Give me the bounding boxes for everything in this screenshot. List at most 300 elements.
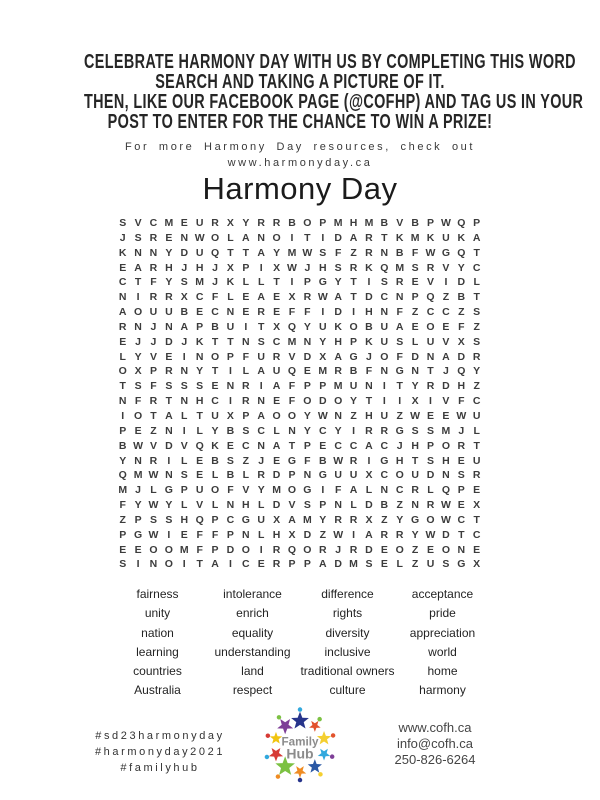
grid-letter: T [411,454,419,467]
grid-letter: E [119,335,127,348]
grid-letter: N [257,395,265,408]
grid-letter: E [273,291,281,304]
grid-letter: E [180,528,188,541]
grid-letter: I [182,424,186,437]
grid-letter: H [272,528,281,541]
grid-letter: W [425,528,436,541]
grid-letter: L [181,454,188,467]
grid-letter: R [349,513,358,526]
logo-head-dot [277,715,281,719]
grid-letter: S [334,261,342,274]
grid-letter: O [134,306,143,319]
grid-letter: F [288,395,296,408]
grid-letter: Y [119,454,127,467]
grid-letter: T [473,291,480,304]
grid-letter: G [411,513,420,526]
grid-letter: K [211,439,219,452]
grid-letter: I [367,454,371,467]
grid-letter: A [242,231,250,244]
grid-letter: E [303,365,311,378]
grid-letter: W [440,513,451,526]
grid-letter: W [333,454,344,467]
grid-letter: R [411,484,419,497]
grid-letter: N [242,335,250,348]
grid-letter: I [321,484,325,497]
grid-letter: D [303,350,312,363]
grid-row [115,290,484,305]
grid-letter: O [272,231,281,244]
grid-letter: W [410,409,421,422]
grid-letter: R [380,528,389,541]
grid-letter: L [411,335,419,348]
grid-letter: W [440,499,451,512]
grid-letter: O [272,409,281,422]
grid-letter: N [380,246,389,259]
grid-letter: C [118,276,127,289]
grid-letter: W [333,528,344,541]
grid-letter: J [150,320,157,333]
grid-letter: T [150,409,157,422]
word-list-item: acceptance [411,587,474,601]
grid-letter: V [442,395,450,408]
grid-letter: O [441,439,450,452]
grid-letter: E [442,409,450,422]
grid-letter: O [395,543,404,556]
grid-letter: T [119,380,126,393]
grid-letter: U [442,231,450,244]
grid-letter: D [334,558,342,571]
grid-letter: L [273,424,280,437]
grid-letter: C [195,291,204,304]
grid-letter: C [457,513,466,526]
word-list-item: world [428,644,457,659]
grid-letter: A [318,558,327,571]
grid-letter: Y [319,335,327,348]
grid-letter: E [380,558,388,571]
grid-letter: E [242,306,250,319]
grid-letter: V [134,217,142,229]
grid-letter: A [165,409,173,422]
grid-row [115,454,484,469]
grid-letter: M [164,217,174,229]
word-list-item: culture [329,683,366,698]
grid-letter: U [380,335,389,348]
grid-row [115,246,484,261]
instructions-line: CELEBRATE HARMONY DAY WITH US BY COMPLETING THIS WORD [83,51,576,73]
grid-letter: S [119,217,127,229]
grid-letter: R [395,528,404,541]
grid-letter: Q [457,217,466,229]
grid-letter: Z [150,424,157,437]
grid-letter: D [365,543,373,556]
grid-letter: A [349,484,358,497]
grid-letter: P [473,217,481,229]
grid-letter: O [164,543,173,556]
grid-letter: C [226,513,235,526]
logo-head-dot [276,774,280,778]
grid-letter: A [334,350,342,363]
grid-letter: L [258,499,265,512]
logo-star [317,731,331,744]
word-list-item: difference [321,587,374,601]
grid-letter: N [118,395,127,408]
grid-letter: D [272,469,281,482]
grid-row [115,543,484,558]
grid-letter: R [149,395,158,408]
grid-letter: I [228,395,232,408]
grid-letter: P [149,365,157,378]
grid-row [115,261,484,276]
grid-letter: J [181,335,188,348]
grid-letter: U [472,409,481,422]
grid-letter: R [118,320,127,333]
grid-letter: V [442,261,450,274]
grid-letter: I [382,395,386,408]
grid-letter: B [411,217,419,229]
word-list-item: understanding [214,644,291,659]
grid-letter: M [318,365,328,378]
grid-letter: T [473,246,480,259]
word-list-item: unity [144,606,171,621]
grid-letter: T [304,231,311,244]
grid-letter: Y [134,350,142,363]
hashtag: #harmonyday2021 [94,746,226,758]
word-list-item: traditional owners [300,664,395,679]
grid-letter: U [211,409,219,422]
grid-letter: C [257,424,265,437]
grid-letter: E [427,409,435,422]
grid-letter: M [195,276,205,289]
grid-letter: S [134,231,142,244]
grid-letter: B [226,469,235,482]
grid-letter: Z [411,543,419,556]
grid-letter: C [472,261,481,274]
grid-letter: F [211,528,219,541]
grid-letter: R [272,350,281,363]
grid-letter: A [442,350,450,363]
grid-letter: A [180,320,189,333]
grid-letter: Z [473,320,480,333]
grid-letter: E [273,454,281,467]
grid-letter: H [242,499,250,512]
grid-row [115,335,484,350]
grid-letter: Y [457,261,465,274]
grid-letter: D [165,335,173,348]
grid-letter: A [257,409,265,422]
grid-letter: E [196,306,204,319]
grid-letter: R [426,499,435,512]
grid-letter: T [427,365,434,378]
grid-letter: E [134,424,142,437]
grid-letter: C [349,439,358,452]
grid-letter: J [258,454,265,467]
grid-letter: G [395,424,404,437]
grid-letter: O [210,231,220,244]
grid-letter: P [288,469,296,482]
grid-letter: D [334,231,342,244]
word-list-item: home [427,664,458,679]
grid-letter: U [334,469,342,482]
grid-letter: E [319,439,327,452]
grid-letter: U [272,365,281,378]
grid-letter: F [150,380,157,393]
grid-letter: V [242,484,250,497]
grid-letter: J [366,350,372,363]
grid-letter: C [380,291,389,304]
grid-letter: T [458,528,465,541]
grid-letter: N [442,469,450,482]
grid-letter: V [288,350,296,363]
page-title: Harmony Day [202,171,398,206]
grid-letter: T [211,365,219,378]
grid-letter: X [288,528,296,541]
grid-letter: R [272,558,281,571]
grid-letter: E [442,320,450,333]
grid-letter: Q [287,543,297,556]
grid-letter: D [226,543,235,556]
resources-url: www.harmonyday.ca [227,156,373,169]
grid-letter: I [136,291,140,304]
grid-row [115,439,484,454]
grid-letter: D [365,291,373,304]
grid-letter: R [395,276,404,289]
grid-letter: D [318,395,327,408]
grid-letter: O [287,409,297,422]
grid-letter: K [395,231,404,244]
grid-letter: R [149,261,158,274]
grid-letter: O [303,217,312,229]
grid-row [115,513,484,528]
logo-text-hub: Hub [286,745,314,762]
grid-letter: S [196,380,204,393]
grid-letter: T [350,291,357,304]
grid-letter: C [318,424,327,437]
logo-head-dot [298,778,302,782]
grid-letter: X [365,469,373,482]
logo-head-dot [265,755,269,759]
grid-letter: M [410,231,420,244]
grid-letter: N [149,246,158,259]
grid-letter: A [257,246,265,259]
grid-letter: H [411,439,419,452]
grid-letter: V [196,499,204,512]
grid-row [115,379,484,394]
grid-letter: Y [334,276,342,289]
grid-letter: Y [350,395,358,408]
grid-letter: F [334,484,342,497]
grid-letter: T [258,320,265,333]
grid-letter: W [148,528,159,541]
grid-letter: L [181,499,188,512]
grid-letter: N [149,558,158,571]
grid-letter: T [134,276,142,289]
grid-letter: A [118,306,127,319]
grid-letter: Q [457,246,466,259]
grid-letter: O [426,320,435,333]
grid-letter: M [441,424,451,437]
grid-letter: Z [411,306,419,319]
grid-letter: T [196,409,203,422]
grid-letter: N [380,306,389,319]
grid-letter: I [367,276,371,289]
grid-letter: B [380,499,389,512]
instructions-line: POST TO ENTER FOR THE CHANCE TO WIN A PRIZE! [107,111,493,133]
contact-line: www.cofh.ca [398,720,472,735]
grid-letter: T [473,439,480,452]
grid-letter: S [365,558,373,571]
grid-letter: M [349,558,358,571]
grid-letter: R [472,350,481,363]
contact-line: info@cofh.ca [396,736,474,751]
grid-letter: E [226,439,234,452]
grid-letter: Z [473,380,480,393]
grid-letter: O [134,409,143,422]
grid-letter: E [427,543,435,556]
grid-letter: N [195,350,204,363]
grid-letter: O [241,543,250,556]
grid-letter: A [365,439,373,452]
grid-letter: F [411,246,419,259]
grid-letter: P [242,261,250,274]
grid-letter: Y [134,499,142,512]
grid-letter: K [195,335,204,348]
grid-letter: G [287,454,297,467]
grid-letter: R [380,424,389,437]
grid-letter: V [396,217,404,229]
grid-letter: S [427,454,435,467]
grid-letter: W [148,469,159,482]
word-list [110,585,490,701]
grid-letter: A [288,513,296,526]
grid-letter: I [182,558,186,571]
grid-letter: Y [165,276,173,289]
logo-star [270,732,282,744]
word-list-item: intolerance [223,587,282,601]
grid-letter: E [196,469,204,482]
logo-head-dot [317,717,321,721]
grid-letter: I [382,380,386,393]
grid-letter: N [242,528,250,541]
grid-letter: Z [396,499,403,512]
grid-letter: F [227,484,234,497]
grid-letter: H [395,454,404,467]
grid-letter: E [134,543,142,556]
grid-letter: T [396,380,403,393]
grid-letter: I [321,231,325,244]
grid-letter: H [318,261,327,274]
grid-letter: D [365,499,373,512]
grid-letter: D [457,350,466,363]
word-list-item: pride [429,606,456,621]
word-list-item: respect [232,683,273,698]
grid-letter: M [287,335,297,348]
grid-letter: S [411,261,419,274]
grid-letter: F [304,454,311,467]
grid-letter: R [272,217,281,229]
grid-letter: R [165,291,173,304]
grid-letter: L [227,231,234,244]
grid-letter: F [304,306,311,319]
grid-letter: T [288,439,296,452]
grid-letter: B [365,320,373,333]
grid-letter: D [442,528,450,541]
grid-letter: J [458,424,465,437]
grid-letter: X [180,291,188,304]
resources-note [0,140,600,171]
grid-letter: P [319,499,327,512]
grid-letter: V [288,499,296,512]
grid-letter: C [442,306,450,319]
grid-letter: W [440,217,451,229]
grid-letter: K [457,231,466,244]
grid-letter: A [211,558,219,571]
grid-row [115,305,484,320]
grid-letter: M [364,217,374,229]
grid-letter: E [273,306,281,319]
grid-letter: P [134,513,142,526]
grid-letter: R [365,231,373,244]
grid-letter: P [457,484,465,497]
grid-letter: N [165,469,173,482]
grid-letter: A [472,231,481,244]
grid-letter: J [135,335,141,348]
grid-letter: U [426,335,435,348]
grid-letter: O [334,395,343,408]
instructions-line: THEN, LIKE OUR FACEBOOK PAGE (@COFHP) AND TAG US IN YOUR [83,91,584,113]
grid-letter: C [395,484,404,497]
grid-letter: N [134,454,142,467]
word-list-item: land [241,664,264,679]
grid-letter: V [180,439,188,452]
grid-letter: T [242,246,250,259]
grid-letter: X [473,558,481,571]
grid-letter: Z [381,513,388,526]
grid-letter: X [273,261,281,274]
grid-letter: C [242,439,250,452]
grid-letter: E [457,499,465,512]
footer [0,700,600,800]
logo-star [294,766,307,778]
grid-letter: I [259,543,263,556]
grid-row [115,275,484,290]
grid-letter: J [442,365,449,378]
word-list-item: harmony [419,683,466,698]
grid-letter: I [352,528,356,541]
grid-letter: H [365,306,373,319]
grid-letter: S [473,335,481,348]
grid-letter: N [257,439,265,452]
grid-letter: U [318,320,327,333]
grid-letter: F [119,499,126,512]
grid-letter: F [458,320,465,333]
grid-letter: P [226,528,234,541]
grid-letter: U [257,350,265,363]
grid-letter: N [334,499,342,512]
grid-letter: S [134,380,142,393]
grid-letter: G [395,365,404,378]
grid-letter: S [473,306,481,319]
grid-letter: S [226,454,234,467]
grid-letter: N [411,499,419,512]
grid-letter: P [319,217,327,229]
word-list-item: Australia [134,683,181,698]
grid-letter: W [133,439,144,452]
grid-letter: U [226,320,235,333]
grid-letter: E [411,276,419,289]
grid-letter: Y [257,484,265,497]
grid-letter: J [181,261,188,274]
grid-letter: O [164,558,173,571]
